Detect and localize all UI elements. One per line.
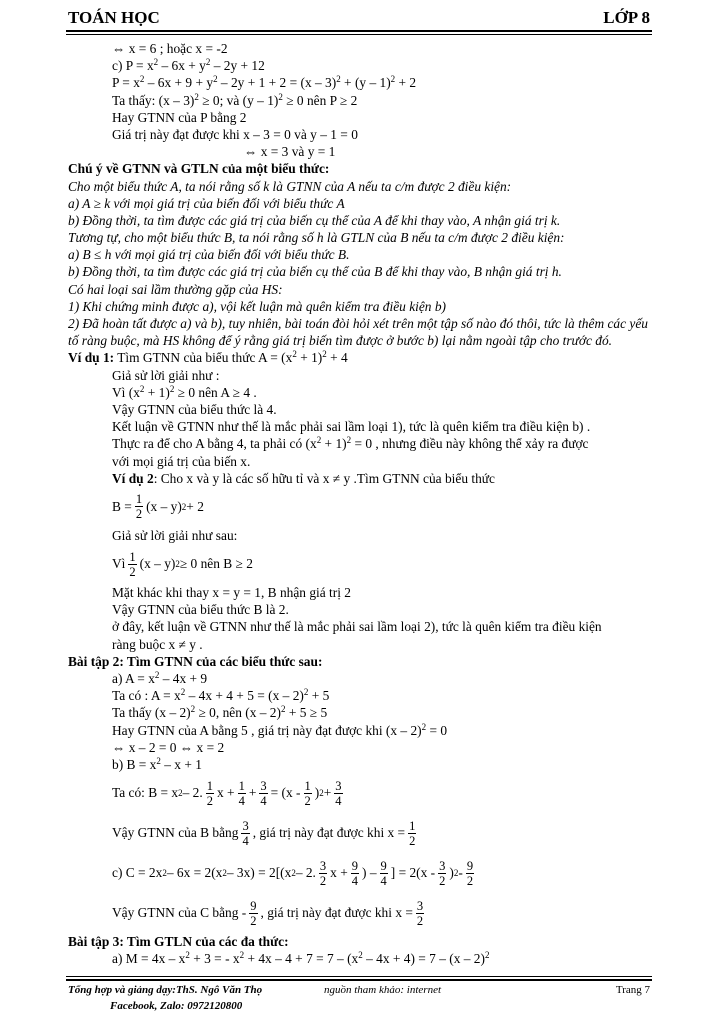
- fraction: $\frac{1}{2}$: [135, 492, 143, 522]
- formula-line: Vậy GTNN của B bằng $\frac{3}{4}$ , giá trị này đạt được khi x = $\frac{1}{2}$: [112, 818, 416, 848]
- formula-line: Vì $\frac{1}{2}$ (x – y) 2 ≥ 0 nên B ≥ 2: [112, 549, 253, 579]
- page-header: [68, 6, 650, 30]
- formula-line: Vậy GTNN của C bằng - $\frac{9}{2}$ , giá trị này đạt được khi x = $\frac{3}{2}$: [112, 898, 424, 928]
- text-line: Giá trị này đạt được khi x – 3 = 0 và y – 1 = 0: [112, 126, 358, 142]
- page-content: [68, 40, 658, 968]
- note-line: a) A ≥ k với mọi giá trị của biến đối với biểu thức A: [68, 195, 345, 211]
- fraction: $\frac{1}{2}$: [409, 818, 416, 848]
- note-line: Cho một biểu thức A, ta nói rằng số k là GTNN của A nếu ta c/m được 2 điều kiện:: [68, 178, 512, 194]
- text-line: Ta thấy (x – 2)$^2$ ≥ 0, nên (x – 2)$^2$ + 5 ≥ 5: [112, 704, 328, 721]
- text-line: a) $M = 4x - x^2 + 3$ = - $x^2 + 4x - 4 + 7 = 7 - (x^2 - 4x + 4) = 7 - (x - 2)^2$: [112, 950, 490, 967]
- footer-rule: [66, 979, 652, 981]
- fraction: $\frac{1}{2}$: [206, 778, 213, 808]
- note-line: b) Đồng thời, ta tìm được các giá trị của biến cụ thể của B để khi thay vào, B nhận giá trị h.: [68, 264, 562, 280]
- fraction: $\frac{3}{2}$: [416, 898, 424, 928]
- note-line: b) Đồng thời, ta tìm được các giá trị của biến cụ thể của A để khi thay vào, A nhận giá trị k.: [68, 212, 561, 228]
- note-line: Tương tự, cho một biểu thức B, ta nói rằng số h là GTLN của B nếu ta c/m được 2 điều kiện:: [68, 230, 565, 246]
- note-paragraph: 2) Đã hoàn tất được a) và b), tuy nhiên, bài toán đòi hỏi xét trên một tập số nào đó thôi, tức là thêm các yếu tố ràng buộc, mà HS không để ý rằng giá trị biến tìm được ở bước b) lại nằm ngoài tập cho trước đó.: [68, 316, 648, 349]
- text-line: Kết luận về GTNN như thế là mắc phải sai lầm loại 1), tức là quên kiểm tra điều kiện b) .: [112, 419, 591, 435]
- fraction: $\frac{3}{2}$: [319, 858, 327, 888]
- formula-line: Ta có: B = x 2 – 2. $\frac{1}{2}$ x + $\frac{1}{4}$ + $\frac{3}{4}$ = (x - $\frac{1}{2}$ ) 2 + $\frac{3}{4}$: [112, 778, 342, 808]
- text-line: ⇔ x – 2 = 0 ⇔ x = 2: [112, 739, 225, 755]
- fraction: $\frac{9}{4}$: [351, 858, 359, 888]
- fraction: $\frac{9}{4}$: [380, 858, 387, 888]
- text-line: ⇔ x = 6 ; hoặc x = -2: [112, 41, 228, 56]
- formula-line: c) C = 2x 2 – 6x = 2(x 2 – 3x) = 2[(x 2 – 2. $\frac{3}{2}$ x + $\frac{9}{4}$ ) – $\frac{9}{4}$ ] = 2(x - $\frac{3}{2}$ ) 2 - $\frac{9}{2}$: [112, 858, 474, 888]
- text-line: Ta thấy: (x – 3)$^2$ ≥ 0; và (y – 1)$^2$ ≥ 0 nên P ≥ 2: [112, 91, 358, 108]
- header-subject: TOÁN HỌC: [68, 8, 160, 27]
- fraction: $\frac{1}{2}$: [129, 549, 136, 579]
- example-1-heading: Ví dụ 1: Tìm GTNN của biểu thức $A = (x^2 + 1)^2 + 4$: [68, 349, 348, 366]
- footer-contact: Facebook, Zalo: 0972120800: [110, 1000, 243, 1012]
- header-grade: LỚP 8: [603, 8, 650, 27]
- text-line: Thực ra để cho A bằng 4, ta phải có $(x^2 + 1)^2 = 0$ , nhưng điều này không thể xảy ra được: [112, 435, 589, 452]
- note-line: 1) Khi chứng minh được a), vội kết luận mà quên kiểm tra điều kiện b): [68, 298, 447, 314]
- text-line: ràng buộc x ≠ y .: [112, 636, 203, 652]
- text-line: ở đây, kết luận về GTNN như thế là mắc phải sai lầm loại 2), tức là quên kiểm tra điều kiện: [112, 619, 602, 635]
- text-line: Giả sử lời giải như :: [112, 367, 220, 383]
- text-line: Hay GTNN của A bằng 5 , giá trị này đạt được khi (x – 2)$^2$ = 0: [112, 721, 448, 738]
- fraction: $\frac{9}{2}$: [466, 858, 474, 888]
- text-line: $P = x^2 - 6x + 9 + y^2 - 2y + 1 + 2 = (x - 3)^2 + (y - 1)^2 + 2$: [112, 74, 417, 91]
- text-line: Hay GTNN của P bằng 2: [112, 109, 247, 125]
- text-line: b) $B = x^2 - x + 1$: [112, 755, 202, 772]
- formula-line: B = $\frac{1}{2}$ (x – y) 2 + 2: [112, 492, 204, 522]
- exercise-2-heading: Bài tập 2: Tìm GTNN của các biểu thức sau:: [68, 653, 323, 669]
- text-line: c) $P = x^2 - 6x + y^2 - 2y + 12$: [112, 57, 265, 74]
- fraction: $\frac{1}{2}$: [304, 778, 311, 808]
- fraction: $\frac{3}{2}$: [439, 858, 446, 888]
- text-line: Vì $(x^2 + 1)^2 \ge 0$ nên A ≥ 4 .: [112, 383, 257, 400]
- exercise-3-heading: Bài tập 3: Tìm GTLN của các đa thức:: [68, 934, 289, 950]
- text-line: Ta có : $A = x^2 - 4x + 4 + 5 = (x - 2)^2 + 5$: [112, 687, 330, 704]
- text-line: Vậy GTNN của biểu thức là 4.: [112, 401, 277, 417]
- fraction: $\frac{9}{2}$: [250, 898, 257, 928]
- note-heading: Chú ý về GTNN và GTLN của một biểu thức:: [68, 161, 330, 177]
- text-line: a) $A = x^2 - 4x + 9$: [112, 670, 208, 687]
- note-line: Có hai loại sai lầm thường gặp của HS:: [68, 281, 283, 297]
- footer-author: Tổng hợp và giảng dạy:ThS. Ngô Văn Thọ: [68, 984, 263, 996]
- text-line: Vậy GTNN của biểu thức B là 2.: [112, 602, 289, 618]
- note-line: a) B ≤ h với mọi giá trị của biến đối với biểu thức B.: [68, 247, 350, 263]
- fraction: $\frac{3}{4}$: [242, 818, 249, 848]
- footer-source: nguồn tham khảo: internet: [324, 984, 442, 996]
- text-line: Mặt khác khi thay x = y = 1, B nhận giá trị 2: [112, 585, 351, 601]
- fraction: $\frac{3}{4}$: [335, 778, 342, 808]
- text-line: ⇔ x = 3 và y = 1: [244, 144, 336, 160]
- header-rule: [66, 30, 652, 32]
- text-line: với mọi giá trị của biến x.: [112, 453, 251, 469]
- fraction: $\frac{3}{4}$: [260, 778, 267, 808]
- text-line: Giả sử lời giải như sau:: [112, 527, 238, 543]
- page-number: Trang 7: [615, 984, 650, 996]
- example-2-heading: Ví dụ 2: Cho x và y là các số hữu tỉ và x ≠ y .Tìm GTNN của biểu thức: [112, 470, 495, 486]
- footer-rule-thin: [66, 976, 652, 977]
- header-rule-thin: [66, 34, 652, 35]
- fraction: $\frac{1}{4}$: [238, 778, 245, 808]
